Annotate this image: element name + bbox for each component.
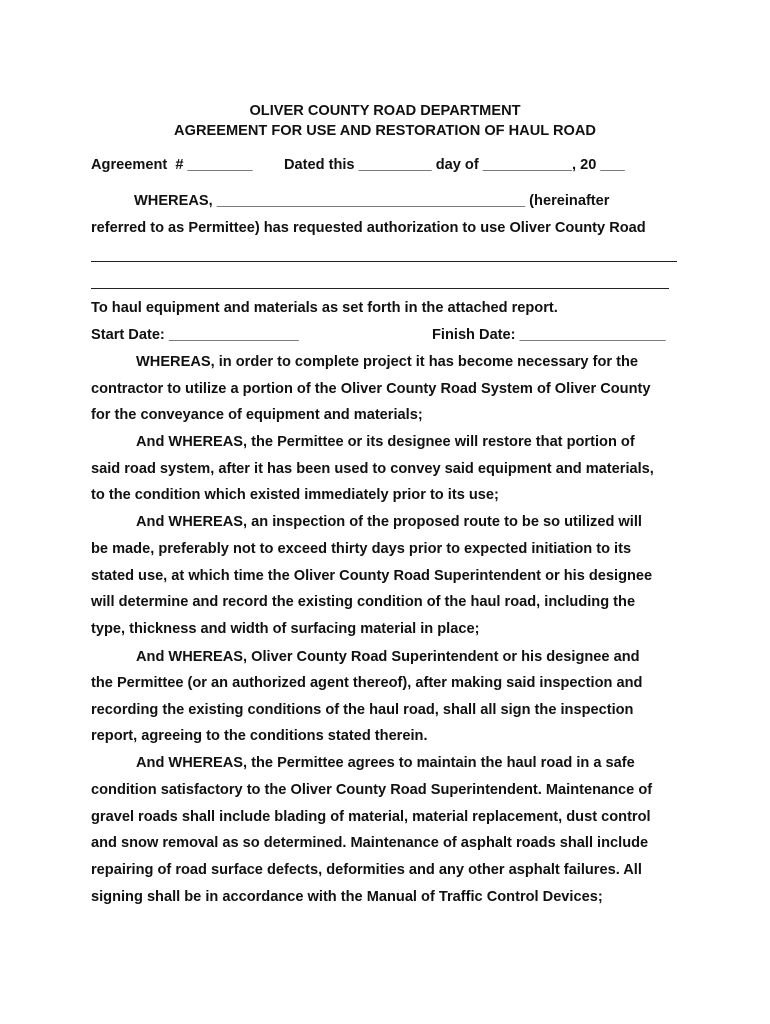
paragraph-1-line-3: for the conveyance of equipment and materials; <box>91 407 423 423</box>
permittee-reference: referred to as Permittee) has requested authorization to use Oliver County Road <box>91 220 646 236</box>
permittee-name-field: WHEREAS, ______________________________________ (hereinafter <box>134 193 610 209</box>
paragraph-4-line-4: report, agreeing to the conditions stated therein. <box>91 728 428 744</box>
agreement-number-field: Agreement # ________ <box>91 157 253 173</box>
paragraph-5-line-5: repairing of road surface defects, deformities and any other asphalt failures. All <box>91 862 642 878</box>
finish-date-field: Finish Date: __________________ <box>432 327 666 343</box>
paragraph-5-line-1: And WHEREAS, the Permittee agrees to maintain the haul road in a safe <box>136 755 635 771</box>
paragraph-1-line-1: WHEREAS, in order to complete project it has become necessary for the <box>136 354 638 370</box>
haul-purpose: To haul equipment and materials as set forth in the attached report. <box>91 300 558 316</box>
road-name-blank-line-2 <box>91 288 669 289</box>
paragraph-4-line-2: the Permittee (or an authorized agent thereof), after making said inspection and <box>91 675 643 691</box>
paragraph-4-line-1: And WHEREAS, Oliver County Road Superintendent or his designee and <box>136 649 640 665</box>
paragraph-3-line-4: will determine and record the existing condition of the haul road, including the <box>91 594 636 610</box>
paragraph-3-line-1: And WHEREAS, an inspection of the proposed route to be so utilized will <box>136 514 642 530</box>
paragraph-3-line-2: be made, preferably not to exceed thirty days prior to expected initiation to its <box>91 541 632 557</box>
paragraph-2-line-2: said road system, after it has been used to convey said equipment and materials, <box>91 461 654 477</box>
document-subtitle: AGREEMENT FOR USE AND RESTORATION OF HAUL ROAD <box>174 123 596 139</box>
dated-field: Dated this _________ day of ___________, 20 ___ <box>284 157 625 173</box>
paragraph-2-line-3: to the condition which existed immediately prior to its use; <box>91 487 499 503</box>
paragraph-5-line-4: and snow removal as so determined. Maintenance of asphalt roads shall include <box>91 835 649 851</box>
paragraph-1-line-2: contractor to utilize a portion of the Oliver County Road System of Oliver County <box>91 381 651 397</box>
paragraph-5-line-3: gravel roads shall include blading of material, material replacement, dust control <box>91 809 651 825</box>
paragraph-4-line-3: recording the existing conditions of the haul road, shall all sign the inspection <box>91 702 634 718</box>
road-name-blank-line-1 <box>91 261 677 262</box>
paragraph-5-line-6: signing shall be in accordance with the Manual of Traffic Control Devices; <box>91 889 603 905</box>
document-title: OLIVER COUNTY ROAD DEPARTMENT <box>249 103 521 119</box>
paragraph-3-line-3: stated use, at which time the Oliver County Road Superintendent or his designee <box>91 568 653 584</box>
paragraph-3-line-5: type, thickness and width of surfacing material in place; <box>91 621 480 637</box>
paragraph-2-line-1: And WHEREAS, the Permittee or its designee will restore that portion of <box>136 434 635 450</box>
start-date-field: Start Date: ________________ <box>91 327 299 343</box>
paragraph-5-line-2: condition satisfactory to the Oliver County Road Superintendent. Maintenance of <box>91 782 653 798</box>
